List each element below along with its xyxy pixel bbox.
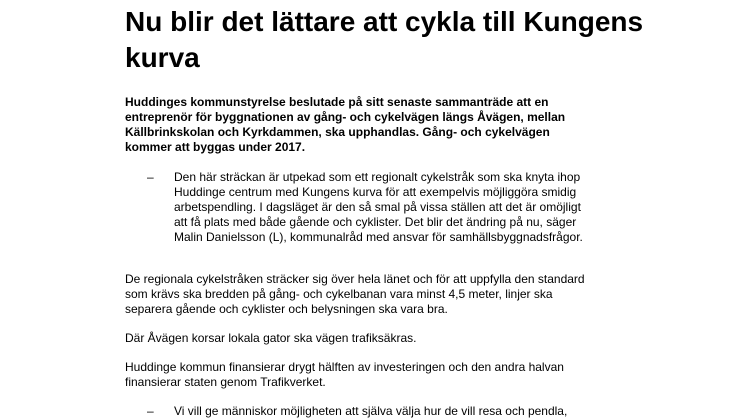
- paragraph-traffic-safety: Där Åvägen korsar lokala gator ska vägen trafiksäkras.: [125, 331, 417, 345]
- quote-dash: –: [147, 170, 154, 184]
- quote-text: Den här sträckan är utpekad som ett regionalt cykelstråk som ska knyta ihop Huddinge centrum med Kungens kurva för att exempelvis möjliggöra smidig arbetspendling. I dagsläget är den så smal på vissa ställen att det är omöjligt att få plats med både gående och cyklister. Det blir det ändring på nu, säger Malin Danielsson (L), kommunalråd med ansvar för samhällsbyggnadsfrågor.: [174, 170, 583, 244]
- quote-block: [125, 170, 595, 260]
- article-title: Nu blir det lättare att cykla till Kungens kurva: [125, 6, 644, 73]
- quote-dash-2: –: [147, 404, 154, 418]
- quote-block-2: [125, 404, 595, 419]
- quote-text-2: Vi vill ge människor möjligheten att själva välja hur de vill resa och pendla,: [174, 404, 568, 418]
- article-lead: Huddinges kommunstyrelse beslutade på sitt senaste sammanträde att en entreprenör för byggnationen av gång- och cykelvägen längs Åvägen, mellan Källbrinkskolan och Kyrkdammen, ska upphandlas. Gång- och cykelvägen kommer att byggas under 2017.: [125, 95, 566, 154]
- paragraph-financing: Huddinge kommun finansierar drygt hälften av investeringen och den andra halvan finansierar staten genom Trafikverket.: [125, 360, 564, 389]
- paragraph-cycle-standard: De regionala cykelstråken sträcker sig över hela länet och för att uppfylla den standard som krävs ska bredden på gång- och cykelbanan vara minst 4,5 meter, linjer ska separera gående och cyklister och belysningen ska vara bra.: [125, 272, 585, 316]
